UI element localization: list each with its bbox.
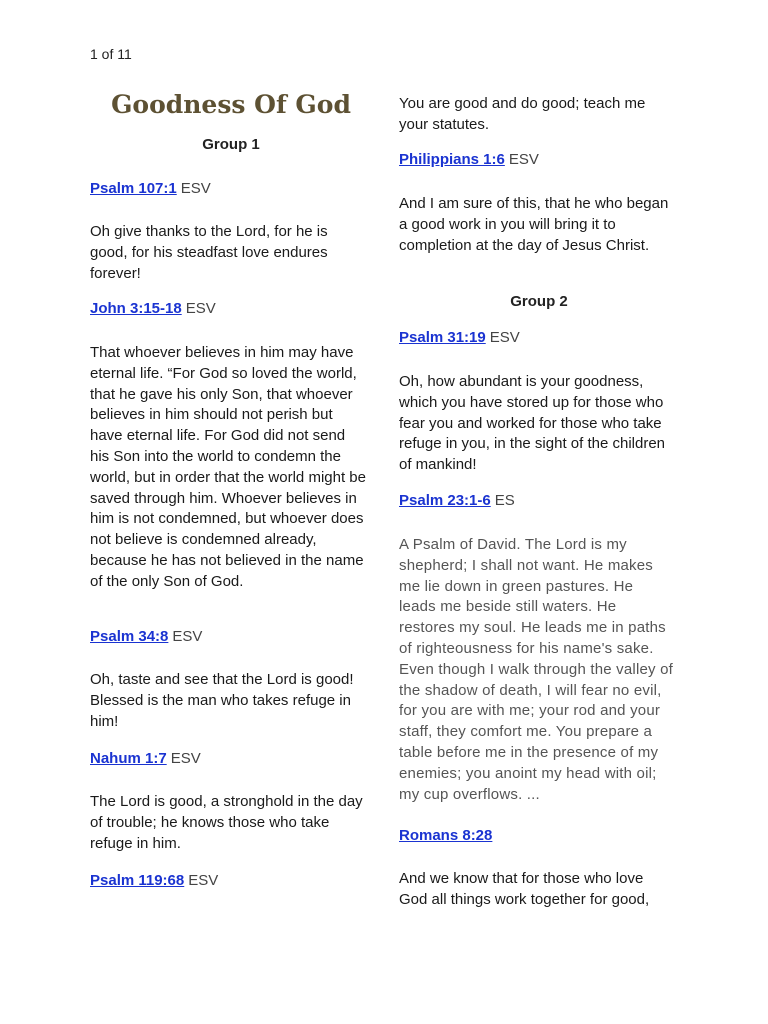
verse-text: And we know that for those who love God all things work together for good,	[399, 870, 650, 908]
verse-text: The Lord is good, a stronghold in the day of trouble; he knows those who take refuge in him.	[90, 793, 363, 852]
reference-link[interactable]: Nahum 1:7	[90, 750, 167, 767]
verse-text: And I am sure of this, that he who began a good work in you will bring it to completion at the day of Jesus Christ.	[399, 195, 669, 254]
verse-text-continued: You are good and do good; teach me your statutes.	[399, 95, 646, 133]
reference-link[interactable]: Psalm 34:8	[90, 628, 169, 645]
version-label: ESV	[172, 628, 203, 645]
reference-romans-8-28	[399, 827, 496, 844]
reference-nahum-1-7	[90, 750, 201, 767]
reference-psalm-34-8	[90, 628, 202, 645]
verse-text: Oh, how abundant is your goodness, which you have stored up for those who fear you and worked for those who take refuge in you, in the sight of the children of mankind!	[399, 373, 666, 474]
group-1-heading: Group 1	[202, 136, 260, 153]
reference-psalm-31-19	[399, 329, 520, 346]
version-label: ESV	[188, 872, 219, 889]
reference-psalm-107-1	[90, 180, 211, 197]
reference-link[interactable]: Psalm 23:1-6	[399, 492, 491, 509]
verse-text: That whoever believes in him may have eternal life. “For God so loved the world, that he gave his only Son, that whoever believes in him should not perish but have eternal life. For God did not send his Son into the world to condemn the world, but in order that the world might be saved through him. Whoever believes in him is not condemned, but whoever does not believe is condemned already, because he has not believed in the name of the only Son of God.	[90, 344, 366, 590]
reference-link[interactable]: Philippians 1:6	[399, 151, 505, 168]
verse-text: Oh give thanks to the Lord, for he is good, for his steadfast love endures forever!	[90, 223, 328, 282]
reference-psalm-23-1-6	[399, 492, 515, 509]
verse-text: Oh, taste and see that the Lord is good! Blessed is the man who takes refuge in him!	[90, 671, 354, 730]
reference-john-3-15-18	[90, 300, 216, 317]
verse-text: A Psalm of David. The Lord is my shepherd; I shall not want. He makes me lie down in green pastures. He leads me beside still waters. He restores my soul. He leads me in paths of righteousness for his name's sake. Even though I walk through the valley of the shadow of death, I will fear no evil, for you are with me; your rod and your staff, they comfort me. You prepare a table before me in the presence of my enemies; you anoint my head with oil; my cup overflows. ...	[399, 536, 674, 803]
group-2-heading: Group 2	[510, 293, 568, 310]
reference-link[interactable]: Romans 8:28	[399, 827, 493, 844]
reference-link[interactable]: Psalm 119:68	[90, 872, 185, 889]
page-title: Goodness Of God	[111, 90, 351, 119]
version-label: ESV	[170, 750, 201, 767]
version-label: ES	[494, 492, 515, 509]
reference-link[interactable]: Psalm 107:1	[90, 180, 177, 197]
reference-philippians-1-6	[399, 151, 539, 168]
version-label: ESV	[508, 151, 539, 168]
reference-link[interactable]: Psalm 31:19	[399, 329, 486, 346]
reference-psalm-119-68	[90, 872, 218, 889]
version-label: ESV	[489, 329, 520, 346]
version-label: ESV	[185, 300, 216, 317]
version-label: ESV	[180, 180, 211, 197]
page-indicator: 1 of 11	[90, 46, 132, 62]
reference-link[interactable]: John 3:15-18	[90, 300, 182, 317]
